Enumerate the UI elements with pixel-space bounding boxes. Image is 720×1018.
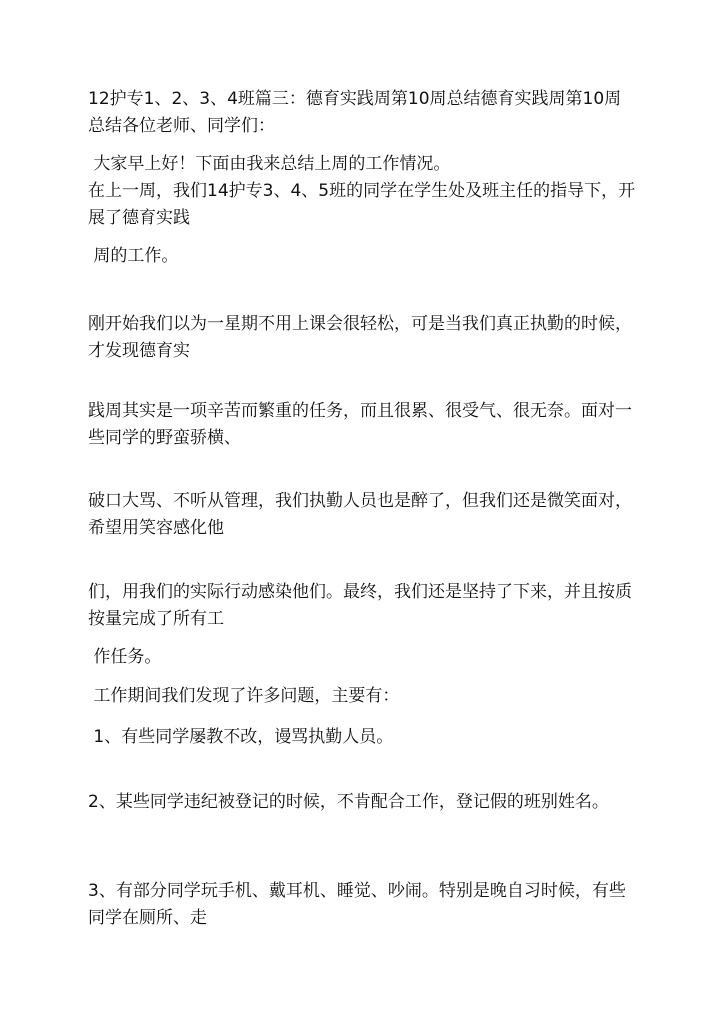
paragraph-practice-week: 践周其实是一项辛苦而繁重的任务，而且很累、很受气、很无奈。面对一些同学的野蛮骄横、 [88,401,632,448]
paragraph-title: 12护专1、2、3、4班篇三：德育实践周第10周总结德育实践周第10周总结各位老师、同学们： [88,89,622,136]
paragraph-at-first: 刚开始我们以为一星期不用上课会很轻松，可是当我们真正执勤的时候，才发现德育实 [88,314,632,361]
paragraph-scolding: 破口大骂、不听从管理，我们执勤人员也是醉了，但我们还是微笑面对，希望用笑容感化他 [88,491,632,538]
paragraph-greeting: 大家早上好！下面由我来总结上周的工作情况。 [88,154,451,174]
paragraph-problem-2: 2、某些同学违纪被登记的时候，不肯配合工作，登记假的班别姓名。 [88,792,609,812]
paragraph-problem-3: 3、有部分同学玩手机、戴耳机、睡觉、吵闹。特别是晚自习时候，有些同学在厕所、走 [88,881,626,928]
paragraph-problem-1: 1、有些同学屡教不改，谩骂执勤人员。 [88,727,394,747]
paragraph-problems-intro: 工作期间我们发现了许多问题，主要有： [88,686,400,706]
paragraph-week-work: 周的工作。 [88,246,179,266]
paragraph-last-week: 在上一周，我们14护专3、4、5班的同学在学生处及班主任的指导下，开展了德育实践 [88,181,636,228]
paragraph-tasks: 作任务。 [88,647,162,667]
paragraph-action: 们，用我们的实际行动感染他们。最终，我们还是坚持了下来，并且按质按量完成了所有工 [88,582,632,629]
